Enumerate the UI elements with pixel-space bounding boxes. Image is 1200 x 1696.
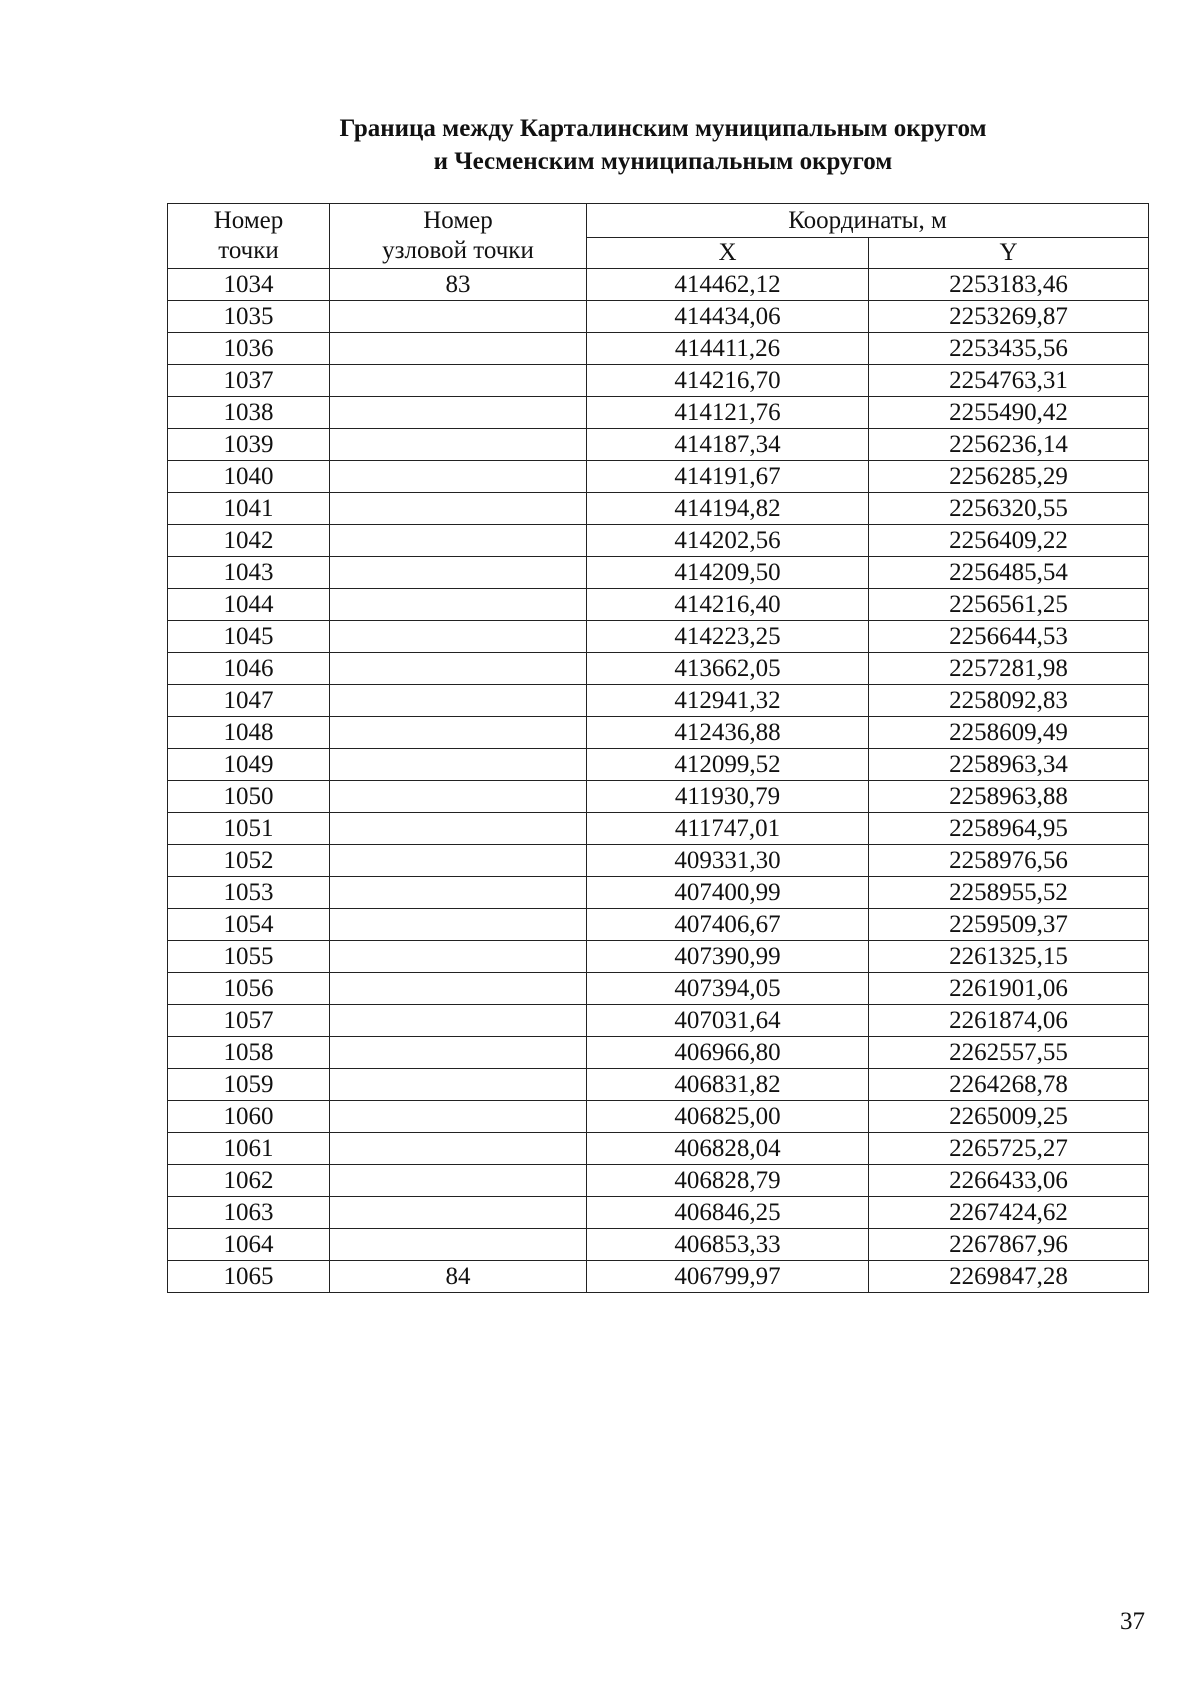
cell-x: 414191,67: [587, 461, 869, 493]
cell-node-number: [330, 749, 587, 781]
cell-node-number: [330, 845, 587, 877]
header-coordinates: Координаты, м: [587, 204, 1149, 238]
cell-x: 411747,01: [587, 813, 869, 845]
cell-x: 406828,04: [587, 1133, 869, 1165]
cell-x: 407390,99: [587, 941, 869, 973]
cell-node-number: [330, 653, 587, 685]
table-row: [168, 813, 1149, 845]
cell-y: 2269847,28: [869, 1261, 1149, 1293]
cell-y: 2261874,06: [869, 1005, 1149, 1037]
cell-point-number: 1060: [168, 1101, 330, 1133]
cell-node-number: [330, 1005, 587, 1037]
table-row: [168, 269, 1149, 301]
cell-point-number: 1040: [168, 461, 330, 493]
cell-node-number: [330, 525, 587, 557]
cell-node-number: [330, 429, 587, 461]
cell-node-number: [330, 397, 587, 429]
cell-point-number: 1048: [168, 717, 330, 749]
cell-y: 2258963,88: [869, 781, 1149, 813]
cell-y: 2258976,56: [869, 845, 1149, 877]
table-row: [168, 1229, 1149, 1261]
cell-x: 406799,97: [587, 1261, 869, 1293]
cell-point-number: 1063: [168, 1197, 330, 1229]
table-row: [168, 1261, 1149, 1293]
cell-point-number: 1037: [168, 365, 330, 397]
table-row: [168, 685, 1149, 717]
cell-point-number: 1064: [168, 1229, 330, 1261]
table-row: [168, 1069, 1149, 1101]
header-point-number: [168, 204, 330, 269]
cell-y: 2256644,53: [869, 621, 1149, 653]
table-row: [168, 845, 1149, 877]
table-row: [168, 941, 1149, 973]
cell-x: 414223,25: [587, 621, 869, 653]
cell-point-number: 1054: [168, 909, 330, 941]
cell-x: 414202,56: [587, 525, 869, 557]
cell-y: 2254763,31: [869, 365, 1149, 397]
cell-node-number: [330, 333, 587, 365]
cell-node-number: [330, 973, 587, 1005]
cell-node-number: [330, 557, 587, 589]
table-row: [168, 333, 1149, 365]
cell-x: 407031,64: [587, 1005, 869, 1037]
cell-y: 2258955,52: [869, 877, 1149, 909]
cell-node-number: [330, 621, 587, 653]
cell-point-number: 1047: [168, 685, 330, 717]
cell-x: 411930,79: [587, 781, 869, 813]
header-point-number-line-1: Номер: [213, 207, 284, 234]
header-node-number-line-1: Номер: [423, 207, 493, 234]
cell-node-number: [330, 877, 587, 909]
cell-x: 406828,79: [587, 1165, 869, 1197]
cell-y: 2256320,55: [869, 493, 1149, 525]
cell-x: 414216,70: [587, 365, 869, 397]
document-title: [0, 112, 1200, 178]
cell-y: 2259509,37: [869, 909, 1149, 941]
cell-node-number: [330, 1229, 587, 1261]
cell-x: 414187,34: [587, 429, 869, 461]
header-node-number-line-2: узловой точки: [382, 237, 534, 264]
cell-x: 414462,12: [587, 269, 869, 301]
header-x: X: [587, 238, 869, 269]
cell-point-number: 1043: [168, 557, 330, 589]
cell-point-number: 1051: [168, 813, 330, 845]
cell-node-number: [330, 813, 587, 845]
cell-x: 407394,05: [587, 973, 869, 1005]
cell-x: 406825,00: [587, 1101, 869, 1133]
cell-x: 406831,82: [587, 1069, 869, 1101]
cell-y: 2258964,95: [869, 813, 1149, 845]
cell-node-number: 83: [330, 269, 587, 301]
table-header: [168, 204, 1149, 269]
cell-x: 406846,25: [587, 1197, 869, 1229]
cell-y: 2256485,54: [869, 557, 1149, 589]
cell-y: 2265009,25: [869, 1101, 1149, 1133]
cell-point-number: 1057: [168, 1005, 330, 1037]
cell-point-number: 1065: [168, 1261, 330, 1293]
cell-point-number: 1059: [168, 1069, 330, 1101]
cell-y: 2256236,14: [869, 429, 1149, 461]
header-y: Y: [869, 238, 1149, 269]
cell-y: 2261325,15: [869, 941, 1149, 973]
table-row: [168, 589, 1149, 621]
table-row: [168, 1005, 1149, 1037]
cell-point-number: 1046: [168, 653, 330, 685]
cell-point-number: 1050: [168, 781, 330, 813]
table-row: [168, 461, 1149, 493]
cell-point-number: 1041: [168, 493, 330, 525]
table-row: [168, 749, 1149, 781]
cell-node-number: [330, 941, 587, 973]
table-row: [168, 653, 1149, 685]
cell-y: 2253183,46: [869, 269, 1149, 301]
table-row: [168, 1133, 1149, 1165]
cell-node-number: [330, 1133, 587, 1165]
cell-x: 412099,52: [587, 749, 869, 781]
cell-y: 2267867,96: [869, 1229, 1149, 1261]
table-row: [168, 1101, 1149, 1133]
cell-point-number: 1034: [168, 269, 330, 301]
cell-x: 406966,80: [587, 1037, 869, 1069]
cell-y: 2255490,42: [869, 397, 1149, 429]
cell-node-number: [330, 1069, 587, 1101]
cell-point-number: 1061: [168, 1133, 330, 1165]
cell-y: 2258963,34: [869, 749, 1149, 781]
cell-x: 414194,82: [587, 493, 869, 525]
title-line-1: Граница между Карталинским муниципальным округом: [339, 115, 987, 142]
cell-node-number: [330, 365, 587, 397]
cell-y: 2258092,83: [869, 685, 1149, 717]
cell-y: 2256409,22: [869, 525, 1149, 557]
table-row: [168, 1197, 1149, 1229]
cell-node-number: [330, 781, 587, 813]
cell-node-number: [330, 589, 587, 621]
cell-y: 2265725,27: [869, 1133, 1149, 1165]
table-row: [168, 877, 1149, 909]
cell-point-number: 1039: [168, 429, 330, 461]
cell-point-number: 1038: [168, 397, 330, 429]
cell-node-number: [330, 1037, 587, 1069]
cell-y: 2264268,78: [869, 1069, 1149, 1101]
title-line-2: и Чесменским муниципальным округом: [433, 148, 893, 175]
cell-y: 2253435,56: [869, 333, 1149, 365]
table-row: [168, 301, 1149, 333]
cell-point-number: 1042: [168, 525, 330, 557]
table-row: [168, 1037, 1149, 1069]
table-row: [168, 973, 1149, 1005]
cell-node-number: [330, 461, 587, 493]
cell-x: 414121,76: [587, 397, 869, 429]
cell-node-number: [330, 717, 587, 749]
cell-node-number: [330, 1197, 587, 1229]
cell-x: 414216,40: [587, 589, 869, 621]
cell-node-number: [330, 301, 587, 333]
cell-node-number: [330, 685, 587, 717]
table-row: [168, 1165, 1149, 1197]
cell-point-number: 1062: [168, 1165, 330, 1197]
cell-point-number: 1045: [168, 621, 330, 653]
cell-y: 2256561,25: [869, 589, 1149, 621]
cell-x: 409331,30: [587, 845, 869, 877]
table-row: [168, 621, 1149, 653]
cell-y: 2258609,49: [869, 717, 1149, 749]
table-row: [168, 493, 1149, 525]
cell-point-number: 1036: [168, 333, 330, 365]
cell-y: 2266433,06: [869, 1165, 1149, 1197]
cell-point-number: 1053: [168, 877, 330, 909]
table-row: [168, 429, 1149, 461]
cell-y: 2267424,62: [869, 1197, 1149, 1229]
table-row: [168, 717, 1149, 749]
table-row: [168, 557, 1149, 589]
cell-point-number: 1058: [168, 1037, 330, 1069]
coordinates-table: [167, 203, 1149, 1293]
cell-y: 2257281,98: [869, 653, 1149, 685]
cell-point-number: 1056: [168, 973, 330, 1005]
cell-x: 414209,50: [587, 557, 869, 589]
table-row: [168, 365, 1149, 397]
table-body: [168, 269, 1149, 1293]
cell-x: 406853,33: [587, 1229, 869, 1261]
cell-x: 412941,32: [587, 685, 869, 717]
table-row: [168, 525, 1149, 557]
cell-point-number: 1052: [168, 845, 330, 877]
cell-y: 2262557,55: [869, 1037, 1149, 1069]
cell-point-number: 1044: [168, 589, 330, 621]
cell-node-number: [330, 493, 587, 525]
header-node-number: [330, 204, 587, 269]
cell-point-number: 1049: [168, 749, 330, 781]
cell-x: 407400,99: [587, 877, 869, 909]
cell-x: 414434,06: [587, 301, 869, 333]
cell-y: 2253269,87: [869, 301, 1149, 333]
table-row: [168, 397, 1149, 429]
cell-point-number: 1035: [168, 301, 330, 333]
cell-y: 2256285,29: [869, 461, 1149, 493]
cell-node-number: 84: [330, 1261, 587, 1293]
page-number: 37: [1120, 1608, 1145, 1635]
cell-x: 414411,26: [587, 333, 869, 365]
table-row: [168, 909, 1149, 941]
cell-node-number: [330, 1165, 587, 1197]
cell-x: 407406,67: [587, 909, 869, 941]
header-point-number-line-2: точки: [218, 237, 279, 264]
cell-point-number: 1055: [168, 941, 330, 973]
table-row: [168, 781, 1149, 813]
cell-x: 412436,88: [587, 717, 869, 749]
cell-node-number: [330, 1101, 587, 1133]
cell-y: 2261901,06: [869, 973, 1149, 1005]
cell-x: 413662,05: [587, 653, 869, 685]
cell-node-number: [330, 909, 587, 941]
